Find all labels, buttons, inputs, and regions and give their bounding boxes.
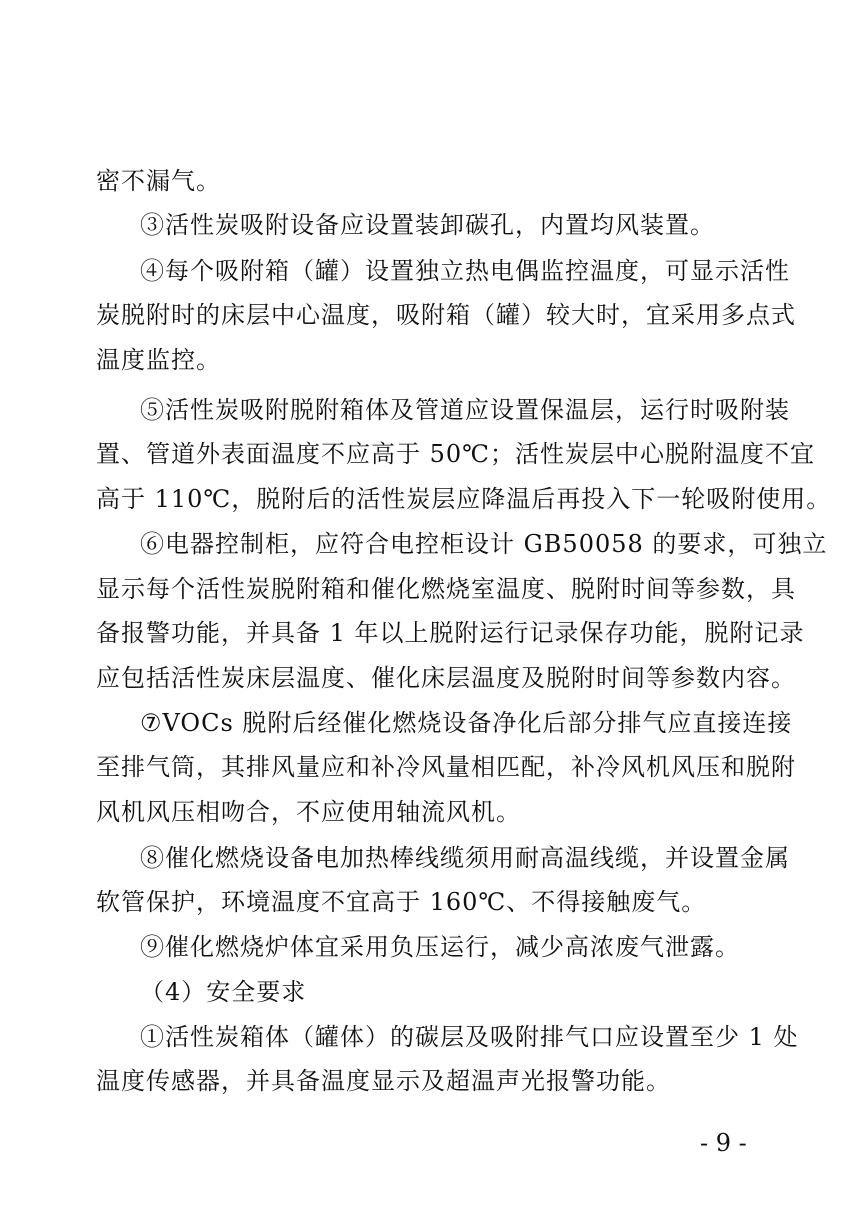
text-line: 密不漏气。 — [96, 167, 221, 195]
text-line: 置、管道外表面温度不应高于 50℃；活性炭层中心脱附温度不宜 — [96, 440, 816, 468]
text-line: 显示每个活性炭脱附箱和催化燃烧室温度、脱附时间等参数，具 — [96, 575, 796, 603]
text-line: ⑤活性炭吸附脱附箱体及管道应设置保温层，运行时吸附装 — [140, 396, 790, 424]
page-number: - 9 - — [700, 1129, 747, 1157]
text-line: ①活性炭箱体（罐体）的碳层及吸附排气口应设置至少 1 处 — [140, 1023, 799, 1051]
text-line: 应包括活性炭床层温度、催化床层温度及脱附时间等参数内容。 — [96, 664, 796, 692]
text-line: 至排气筒，其排风量应和补冷风量相匹配，补冷风机风压和脱附 — [96, 753, 796, 781]
text-line: ⑦VOCs 脱附后经催化燃烧设备净化后部分排气应直接连接 — [140, 709, 793, 737]
text-line: 温度传感器，并具备温度显示及超温声光报警功能。 — [96, 1067, 671, 1095]
section-heading: （4）安全要求 — [140, 978, 307, 1006]
text-line: ⑨催化燃烧炉体宜采用负压运行，减少高浓废气泄露。 — [140, 933, 740, 961]
text-line: 软管保护，环境温度不宜高于 160℃、不得接触废气。 — [96, 888, 707, 916]
text-line: ④每个吸附箱（罐）设置独立热电偶监控温度，可显示活性 — [140, 257, 790, 285]
text-line: 高于 110℃，脱附后的活性炭层应降温后再投入下一轮吸附使用。 — [96, 485, 832, 513]
text-line: 风机风压相吻合，不应使用轴流风机。 — [96, 798, 521, 826]
text-line: 炭脱附时的床层中心温度，吸附箱（罐）较大时，宜采用多点式 — [96, 301, 796, 329]
text-line: 温度监控。 — [96, 346, 221, 374]
text-line: ⑥电器控制柜，应符合电控柜设计 GB50058 的要求，可独立 — [140, 530, 828, 558]
text-line: ③活性炭吸附设备应设置装卸碳孔，内置均风装置。 — [140, 211, 715, 239]
text-line: ⑧催化燃烧设备电加热棒线缆须用耐高温线缆，并设置金属 — [140, 844, 790, 872]
text-line: 备报警功能，并具备 1 年以上脱附运行记录保存功能，脱附记录 — [96, 619, 805, 647]
